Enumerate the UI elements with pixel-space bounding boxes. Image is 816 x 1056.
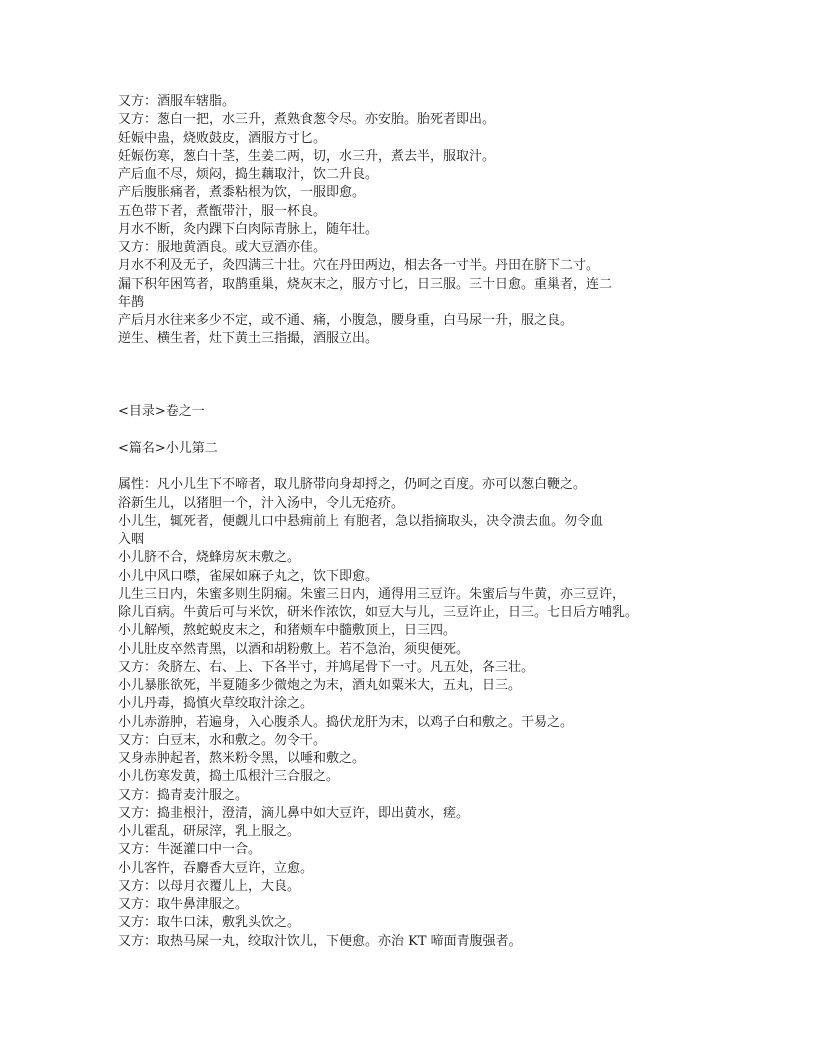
text-line: 又方：服地黄酒良。或大豆酒亦佳。 — [118, 240, 327, 255]
text-line: 属性：凡小儿生下不啼者，取儿脐带向身却捋之，仍呵之百度。亦可以葱白鞭之。 — [118, 477, 587, 493]
text-line: 入咽 — [118, 532, 145, 547]
text-line: 又方：取热马屎一丸，绞取汁饮儿，下便愈。亦治 KT 啼面青腹强者。 — [118, 933, 522, 949]
blank-line — [118, 385, 638, 403]
text-line: 漏下积年困笃者，取鹊重巢，烧灰末之，服方寸匕，日三服。三十日愈。重巢者，连二 — [118, 276, 613, 292]
blank-line — [118, 367, 638, 385]
text-line: 儿生三日内，朱蜜多则生阴痫。朱蜜三日内，通得用三豆许。朱蜜后与牛黄，亦三豆许， — [118, 586, 626, 602]
blank-line — [118, 458, 638, 476]
catalog-heading: <目录>卷之一 — [118, 404, 205, 420]
section-remedies-women — [118, 93, 638, 349]
text-line: 小儿解颅，熬蛇蜕皮末之，和猪颊车中髓敷顶上，日三四。 — [118, 623, 457, 639]
text-line: 小儿伤寒发黄，捣土瓜根汁三合服之。 — [118, 769, 340, 785]
text-line: 又方：酒服车辖脂。 — [118, 94, 236, 109]
text-line: 小儿暴胀欲死，半夏随多少微炮之为末，酒丸如粟米大，五丸，日三。 — [118, 678, 522, 693]
text-line: 逆生、横生者，灶下黄土三指撮，酒服立出。 — [118, 331, 379, 347]
text-line: 小儿客忤，吞麝香大豆许，立愈。 — [118, 860, 314, 876]
text-line: 产后腹胀痛者，煮黍粘根为饮，一服即愈。 — [118, 185, 366, 201]
text-line: 又方：牛涎灌口中一合。 — [118, 842, 262, 858]
text-line: 月水不断，灸内踝下白肉际青脉上，随年壮。 — [118, 221, 379, 237]
text-line: 产后血不尽，烦闷，捣生藕取汁，饮二升良。 — [118, 167, 379, 182]
text-line: 小儿丹毒，捣慎火草绞取汁涂之。 — [118, 696, 314, 712]
text-line: 五色带下者，煮甑带汁，服一杯良。 — [118, 203, 327, 219]
blank-line — [118, 422, 638, 440]
text-line: 又身赤肿起者，熬米粉令黑，以唾和敷之。 — [118, 751, 366, 766]
blank-line — [118, 349, 638, 367]
text-line: 年鹊 — [118, 294, 145, 310]
document-body — [118, 93, 638, 951]
text-line: 月水不利及无子，灸四满三十壮。穴在丹田两边，相去各一寸半。丹田在脐下二寸。 — [118, 258, 600, 274]
text-line: 又方：灸脐左、右、上、下各半寸，并鸠尾骨下一寸。凡五处，各三壮。 — [118, 659, 535, 675]
text-line: 小儿中风口噤，雀屎如麻子丸之，饮下即愈。 — [118, 568, 379, 584]
text-line: 小儿脐不合，烧蜂房灰末敷之。 — [118, 550, 301, 566]
section-remedies-children — [118, 476, 638, 951]
text-line: 除儿百病。牛黄后可与米饮，研米作浓饮，如豆大与儿，三豆许止，日三。七日后方哺乳。 — [118, 605, 639, 620]
text-line: 又方：捣青麦汁服之。 — [118, 787, 249, 803]
text-line: 小儿霍乱，研尿滓，乳上服之。 — [118, 824, 301, 839]
text-line: 小儿生，辄死者，便觑儿口中悬痈前上 有胞者，急以指摘取头，决令溃去血。勿令血 — [118, 513, 604, 529]
text-line: 妊娠伤寒，葱白十茎，生姜二两，切，水三升，煮去半，服取汁。 — [118, 148, 496, 164]
text-line: 小儿肚皮卒然青黑，以酒和胡粉敷上。若不急治，须臾便死。 — [118, 641, 470, 657]
text-line: 浴新生儿，以猪胆一个，汁入汤中，令儿无疮疥。 — [118, 495, 405, 511]
text-line: 又方：取牛鼻津服之。 — [118, 897, 249, 912]
text-line: 妊娠中蛊，烧败鼓皮，酒服方寸匕。 — [118, 130, 327, 146]
text-line: 产后月水往来多少不定，或不通、痛，小腹急，腰身重，白马尿一升，服之良。 — [118, 313, 574, 328]
text-line: 又方：以母月衣覆儿上，大良。 — [118, 878, 301, 894]
text-line: 小儿赤游肿，若遍身，入心腹杀人。捣伏龙肝为末，以鸡子白和敷之。干易之。 — [118, 714, 574, 730]
text-line: 又方：取牛口沫，敷乳头饮之。 — [118, 915, 301, 931]
text-line: 又方：捣韭根汁，澄清，滴儿鼻中如大豆许，即出黄水，瘥。 — [118, 805, 470, 821]
chapter-heading: <篇名>小儿第二 — [118, 440, 218, 456]
text-line: 又方：白豆末，水和敷之。勿令干。 — [118, 732, 327, 748]
text-line: 又方：葱白一把，水三升，煮熟食葱令尽。亦安胎。胎死者即出。 — [118, 112, 496, 128]
